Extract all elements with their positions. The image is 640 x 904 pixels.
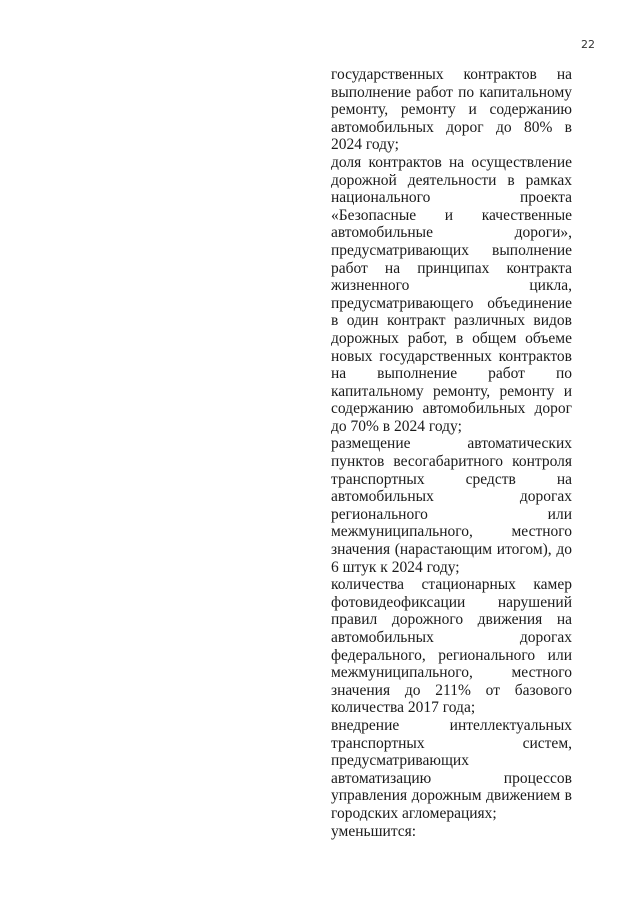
page-number: 22	[581, 38, 595, 51]
paragraph-contracts-share: государственных контрактов на выполнение работ по капитальному ремонту, ремонту и содержанию автомобильных дорог до 80% в 2024 году;	[331, 66, 572, 154]
paragraph-traffic-cameras: количества стационарных камер фотовидеофиксации нарушений правил дорожного движения на автомобильных дорогах федерального, регионального или межмуниципального, местного значения до 211% от базового количества 2017 года;	[331, 576, 572, 717]
paragraph-decrease: уменьшится:	[331, 822, 417, 840]
paragraph-lifecycle-contracts: доля контрактов на осуществление дорожной деятельности в рамках национального проекта «Безопасные и качественные автомобильные дороги», предусматривающих выполнение работ на принципах контракта жизненного цикла, предусматривающего объединение в один контракт различных видов дорожных работ, в общем объеме новых государственных контрактов на выполнение работ по капитальному ремонту, ремонту и содержанию автомобильных дорог до 70% в 2024 году;	[331, 153, 572, 435]
paragraph-intelligent-transport: внедрение интеллектуальных транспортных систем, предусматривающих автоматизацию процессов управления дорожным движением в городских агломерациях;	[331, 716, 572, 822]
document-text-column	[331, 66, 572, 840]
paragraph-weight-control-points: размещение автоматических пунктов весогабаритного контроля транспортных средств на автомобильных дорогах регионального или межмуниципального, местного значения (нарастающим итогом), до 6 штук к 2024 году;	[331, 435, 572, 576]
